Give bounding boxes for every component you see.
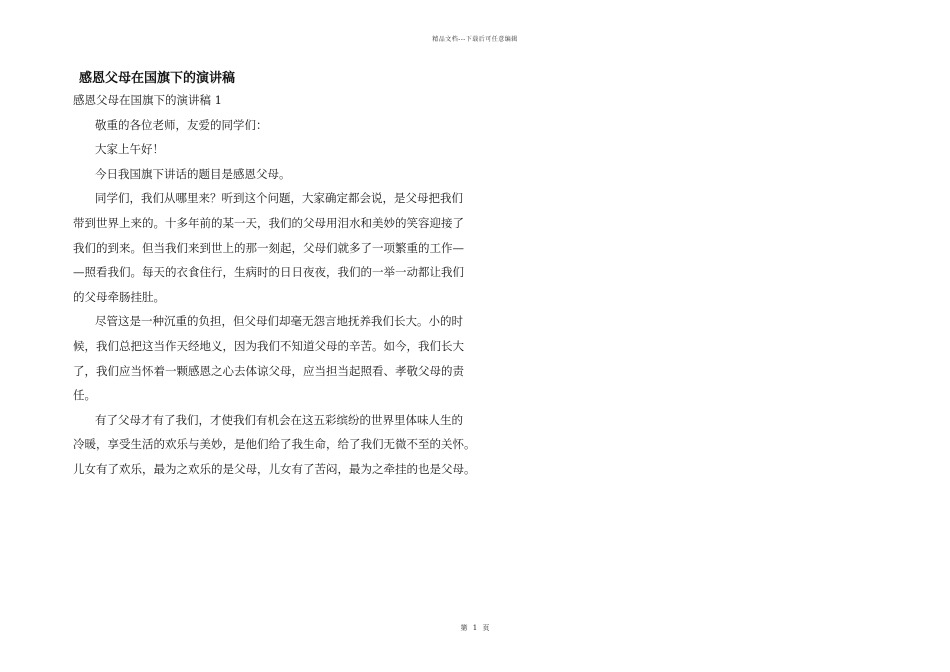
body-line: 敬重的各位老师，友爱的同学们： [95,117,268,132]
body-line: 今日我国旗下讲话的题目是感恩父母。 [95,166,291,181]
body-line: 同学们，我们从哪里来？听到这个问题，大家确定都会说，是父母把我们 [95,191,463,206]
page-header: 精品文档---下载后可任意编辑 [432,36,518,43]
body-line: —照看我们。每天的衣食住行，生病时的日日夜夜，我们的一举一动都让我们 [73,265,464,280]
body-line: 我们的到来。但当我们来到世上的那一刻起，父母们就多了一项繁重的工作— [73,240,464,255]
document-body [73,88,476,482]
body-line: 大家上午好！ [95,142,164,157]
body-line: 了，我们应当怀着一颗感恩之心去体谅父母，应当担当起照看、孝敬父母的责 [73,363,464,378]
body-line: 儿女有了欢乐，最为之欢乐的是父母，儿女有了苦闷，最为之牵挂的也是父母。 [73,461,476,476]
body-line: 感恩父母在国旗下的演讲稿 1 [73,93,222,107]
body-line: 尽管这是一种沉重的负担，但父母们却毫无怨言地抚养我们长大。小的时 [95,314,463,329]
body-line: 有了父母才有了我们，才使我们有机会在这五彩缤纷的世界里体味人生的 [95,412,463,427]
body-line: 候，我们总把这当作天经地义，因为我们不知道父母的辛苦。如今，我们长大 [73,338,464,353]
page-number: 第 1 页 [460,624,490,632]
document-title: 感恩父母在国旗下的演讲稿 [79,71,236,86]
body-line: 任。 [73,388,96,403]
body-line: 的父母牵肠挂肚。 [73,289,165,304]
body-line: 带到世界上来的。十多年前的某一天，我们的父母用泪水和美妙的笑容迎接了 [73,215,464,230]
body-line: 冷暖，享受生活的欢乐与美妙，是他们给了我生命，给了我们无微不至的关怀。 [73,437,476,452]
